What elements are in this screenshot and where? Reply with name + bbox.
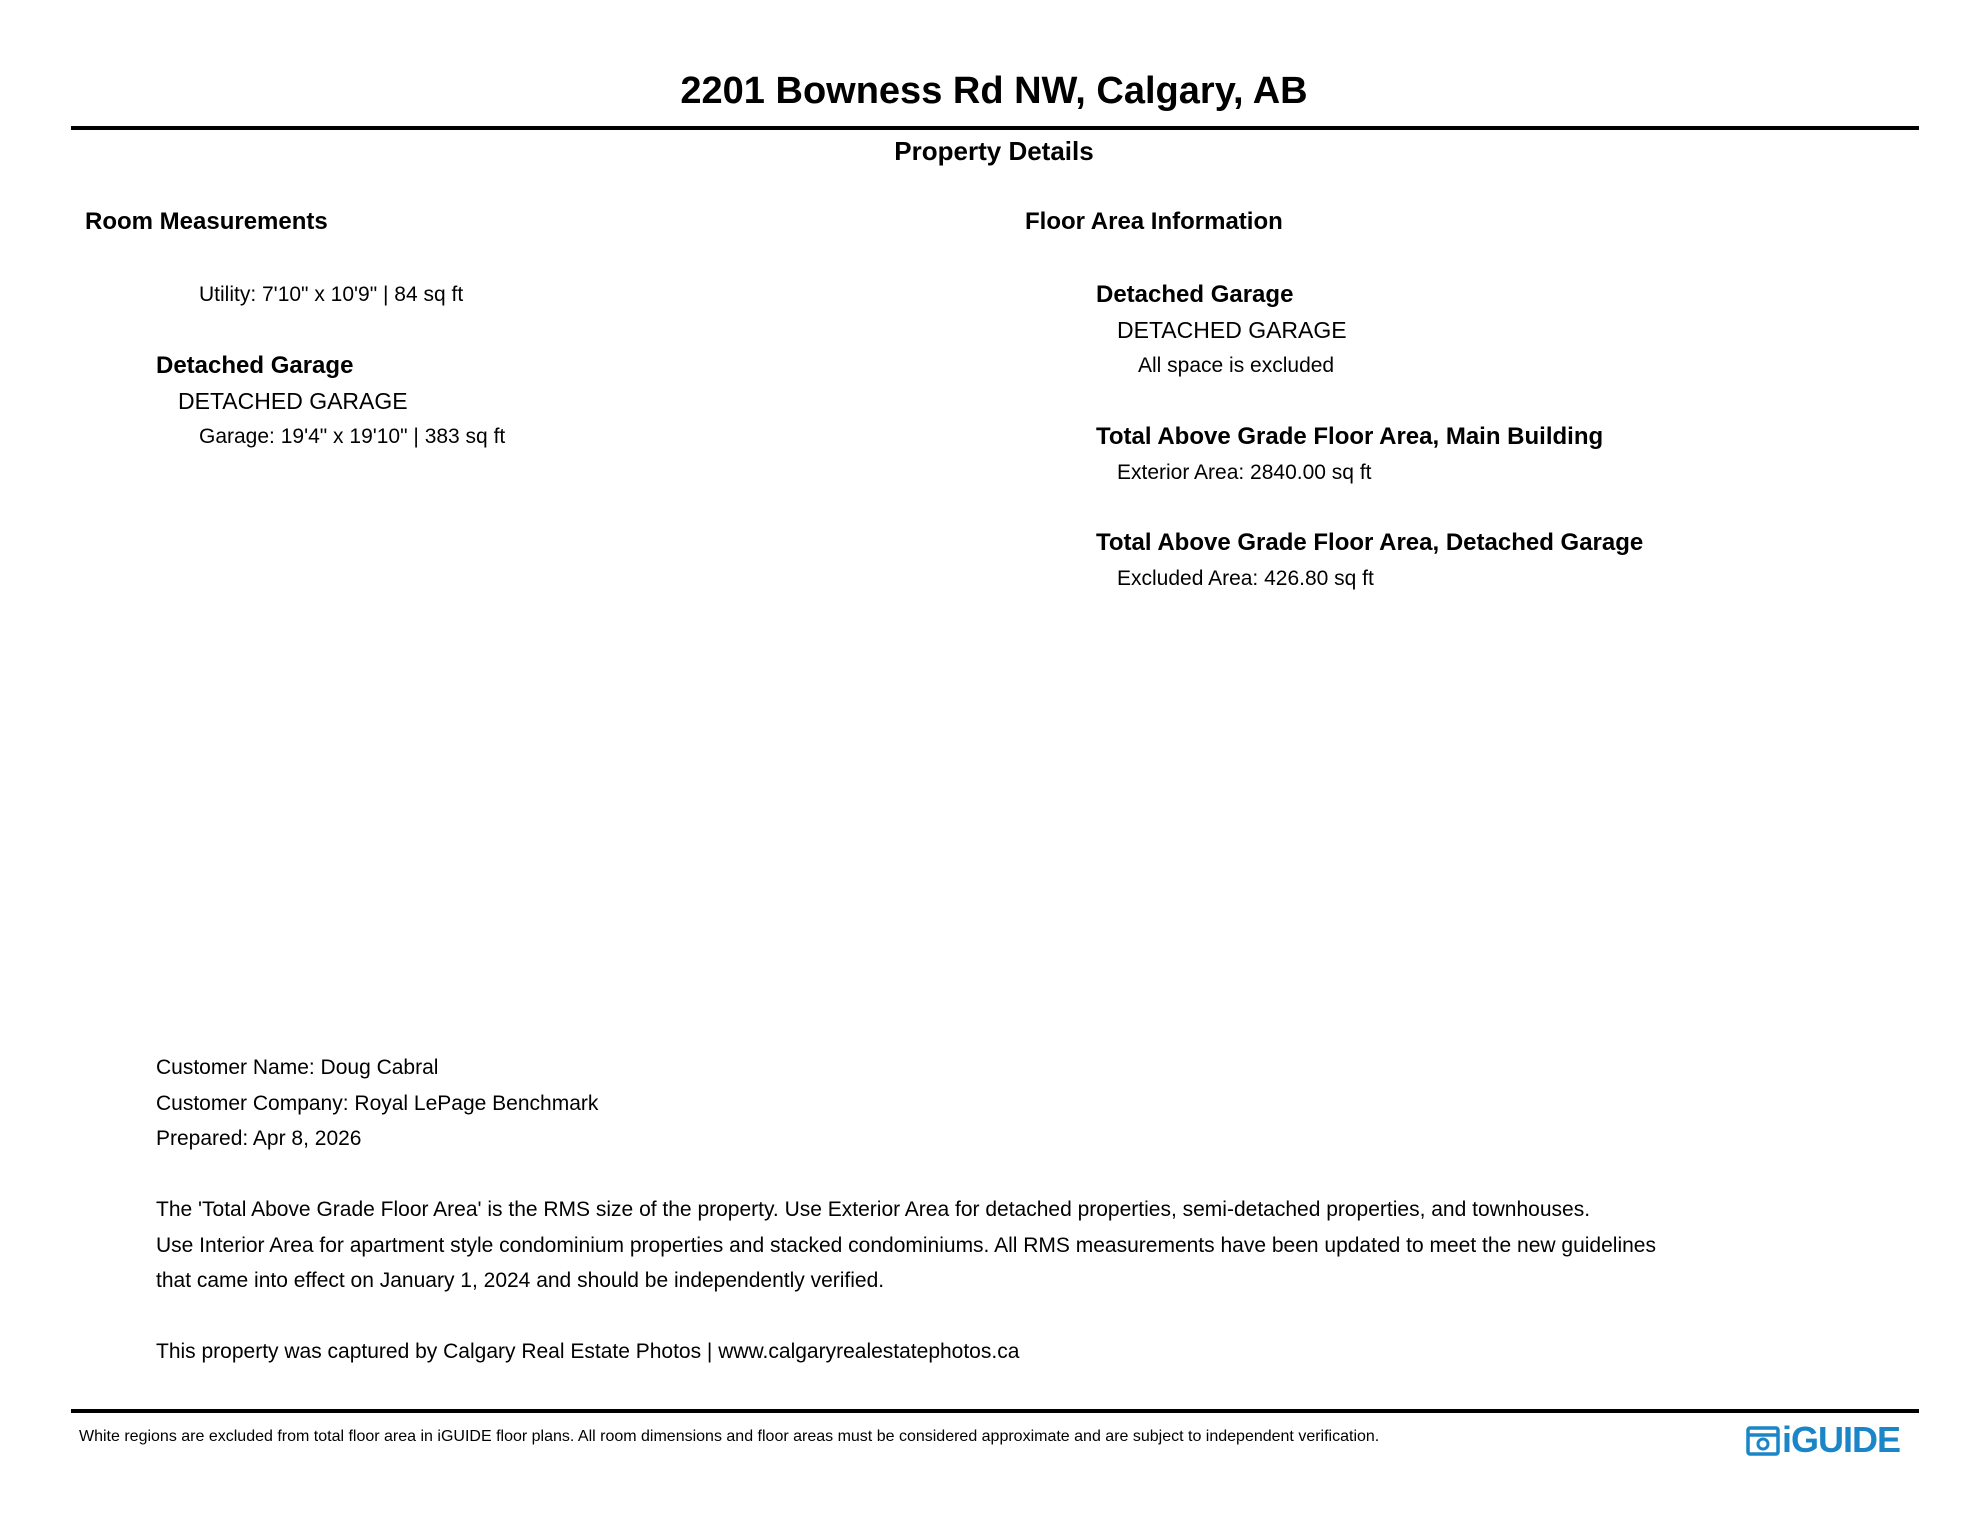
garage-measurement: Garage: 19'4" x 19'10" | 383 sq ft [199,425,506,448]
capture-credit: This property was captured by Calgary Real Estate Photos | www.calgaryrealestatephotos.ca [156,1340,1020,1363]
room-group-title: Detached Garage [156,352,354,379]
garage-total-title: Total Above Grade Floor Area, Detached Garage [1096,529,1644,556]
garage-total-value: Excluded Area: 426.80 sq ft [1117,567,1374,590]
customer-name: Customer Name: Doug Cabral [156,1056,439,1079]
floor-area-garage-title: Detached Garage [1096,281,1294,308]
floor-area-heading: Floor Area Information [1025,208,1283,235]
floor-area-garage-label: DETACHED GARAGE [1117,317,1347,343]
room-measurements-heading: Room Measurements [85,208,328,235]
rms-note-line-3: that came into effect on January 1, 2024 and should be independently verified. [156,1269,885,1292]
page-subtitle: Property Details [894,136,1094,166]
iguide-camera-icon [1746,1424,1780,1456]
footer-disclaimer: White regions are excluded from total floor area in iGUIDE floor plans. All room dimensions and floor areas must be considered approximate and are subject to independent verification. [79,1428,1380,1445]
page-title: 2201 Bowness Rd NW, Calgary, AB [680,70,1308,112]
utility-measurement: Utility: 7'10" x 10'9" | 84 sq ft [199,283,464,306]
rms-note-line-2: Use Interior Area for apartment style condominium properties and stacked condominiums. All RMS measurements have been updated to meet the new guidelines [156,1234,1656,1257]
iguide-logo [1746,1420,1900,1460]
rms-note-line-1: The 'Total Above Grade Floor Area' is the RMS size of the property. Use Exterior Area for detached properties, semi-detached properties, and townhouses. [156,1198,1591,1221]
floor-area-garage-note: All space is excluded [1138,354,1335,377]
iguide-logo-text: iGUIDE [1782,1419,1901,1460]
footer-divider [71,1409,1919,1413]
room-floor-label: DETACHED GARAGE [178,388,408,414]
header-divider [71,126,1919,130]
customer-company: Customer Company: Royal LePage Benchmark [156,1092,599,1115]
prepared-date: Prepared: Apr 8, 2026 [156,1127,362,1150]
main-building-total-value: Exterior Area: 2840.00 sq ft [1117,461,1372,484]
main-building-total-title: Total Above Grade Floor Area, Main Building [1096,423,1604,450]
